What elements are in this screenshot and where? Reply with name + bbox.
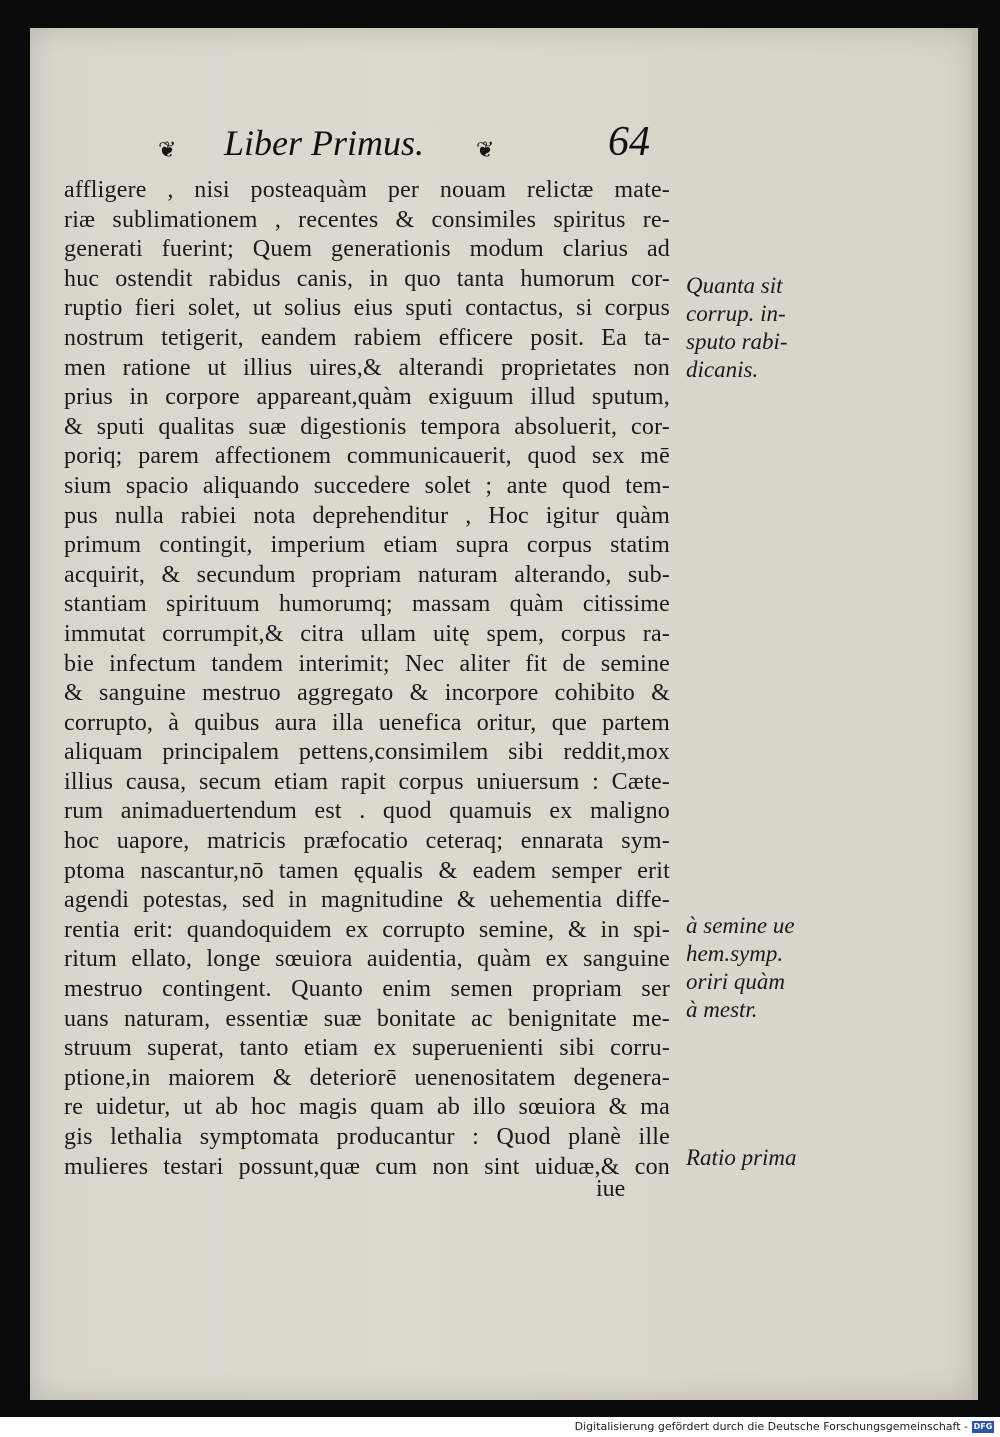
page-number: 64	[608, 119, 650, 165]
text-line: mulieres testari possunt,quæ cum non sint uiduæ,& con	[64, 1153, 670, 1180]
text-line: huc ostendit rabidus canis, in quo tanta humorum cor-	[64, 265, 670, 292]
text-line: pus nulla rabiei nota deprehenditur , Hoc igitur quàm	[64, 502, 670, 529]
text-line: rentia erit: quandoquidem ex corrupto semine, & in spi-	[64, 916, 670, 943]
marginal-note-line: à mestr.	[686, 997, 758, 1022]
text-line: aliquam principalem pettens,consimilem sibi reddit,mox	[64, 739, 670, 766]
text-line: uans naturam, essentiæ suæ bonitate ac benignitate me-	[64, 1005, 670, 1032]
text-line: bie infectum tandem interimit; Nec aliter fit de semine	[64, 650, 670, 677]
text-line: poriq; parem affectionem communicauerit, quod sex mē	[64, 443, 670, 470]
text-line: gis lethalia symptomata producantur : Quod planè ille	[64, 1124, 670, 1150]
text-line: ptione,in maiorem & deteriorē uenenositatem degenera-	[64, 1064, 670, 1091]
text-line: re uidetur, ut ab hoc magis quam ab illo sœuiora & ma	[64, 1094, 670, 1121]
text-line: ritum ellato, longe sœuiora auidentia, quàm ex sanguine	[64, 946, 670, 973]
marginal-note-line: sputo rabi-	[686, 329, 788, 354]
text-line: generati fuerint; Quem generationis modum clarius ad	[64, 236, 670, 263]
text-line: struum superat, tanto etiam ex superuenienti sibi corru-	[64, 1035, 670, 1062]
text-line: rum animaduertendum est . quod quamuis ex maligno	[64, 798, 670, 825]
page-edge	[972, 28, 978, 1400]
marginal-note-line: Ratio prima	[686, 1145, 797, 1170]
text-line: primum contingit, imperium etiam supra corpus statim	[64, 532, 670, 559]
text-line: mestruo contingent. Quanto enim semen propriam ser	[64, 976, 670, 1003]
catchword: iue	[596, 1176, 626, 1202]
text-line: sium spacio aliquando succedere solet ; ante quod tem-	[64, 472, 670, 499]
text-line: & sanguine mestruo aggregato & incorpore cohibito &	[64, 680, 670, 707]
text-line: riæ sublimationem , recentes & consimiles spiritus re-	[64, 206, 670, 233]
marginal-note-line: corrup. in-	[686, 301, 786, 326]
marginal-note-line: dicanis.	[686, 357, 759, 382]
marginal-note-line: à semine ue	[686, 913, 795, 938]
text-line: corrupto, à quibus aura illa uenefica oritur, que partem	[64, 709, 670, 736]
text-line: stantiam spirituum humorumq; massam quàm citissime	[64, 591, 670, 618]
text-line: illius causa, secum etiam rapit corpus uniuersum : Cæte-	[64, 768, 670, 795]
marginal-note	[686, 912, 795, 1024]
text-line: hoc uapore, matricis præfocatio ceteraq; ennarata sym-	[64, 828, 670, 855]
text-line: men ratione ut illius uires,& alterandi proprietates non	[64, 354, 670, 381]
text-line: immutat corrumpit,& citra ullam uitę spem, corpus ra-	[64, 620, 670, 647]
running-title: Liber Primus.	[224, 123, 425, 163]
text-line: affligere , nisi posteaquàm per nouam relictæ mate-	[64, 177, 670, 203]
marginal-note-line: hem.symp.	[686, 941, 784, 966]
text-line: ruptio fieri solet, ut solius eius sputi contactus, si corpus	[64, 295, 670, 322]
marginal-note	[686, 1144, 797, 1172]
text-line: & sputi qualitas suæ digestionis tempora absoluerit, cor-	[64, 413, 670, 440]
text-line: ptoma nascantur,nō tamen ęqualis & eadem semper erit	[64, 857, 670, 884]
text-line: prius in corpore appareant,quàm exiguum illud sputum,	[64, 384, 670, 411]
text-line: agendi potestas, sed in magnitudine & uehementia diffe-	[64, 887, 670, 914]
digitization-credit: Digitalisierung gefördert durch die Deutsche Forschungsgemeinschaft -	[574, 1420, 968, 1433]
marginal-note-line: oriri quàm	[686, 969, 786, 994]
marginal-note	[686, 272, 788, 384]
fleuron-icon: ❦	[476, 138, 495, 163]
text-line: nostrum tetigerit, eandem rabiem efficere posit. Ea ta-	[64, 324, 670, 351]
dfg-logo: DFG	[973, 1422, 993, 1431]
fleuron-icon: ❦	[158, 138, 177, 163]
text-line: acquirit, & secundum propriam naturam alterando, sub-	[64, 561, 670, 588]
main-text-block	[64, 176, 670, 1182]
page-header	[150, 118, 710, 178]
marginal-note-line: Quanta sit	[686, 273, 783, 298]
